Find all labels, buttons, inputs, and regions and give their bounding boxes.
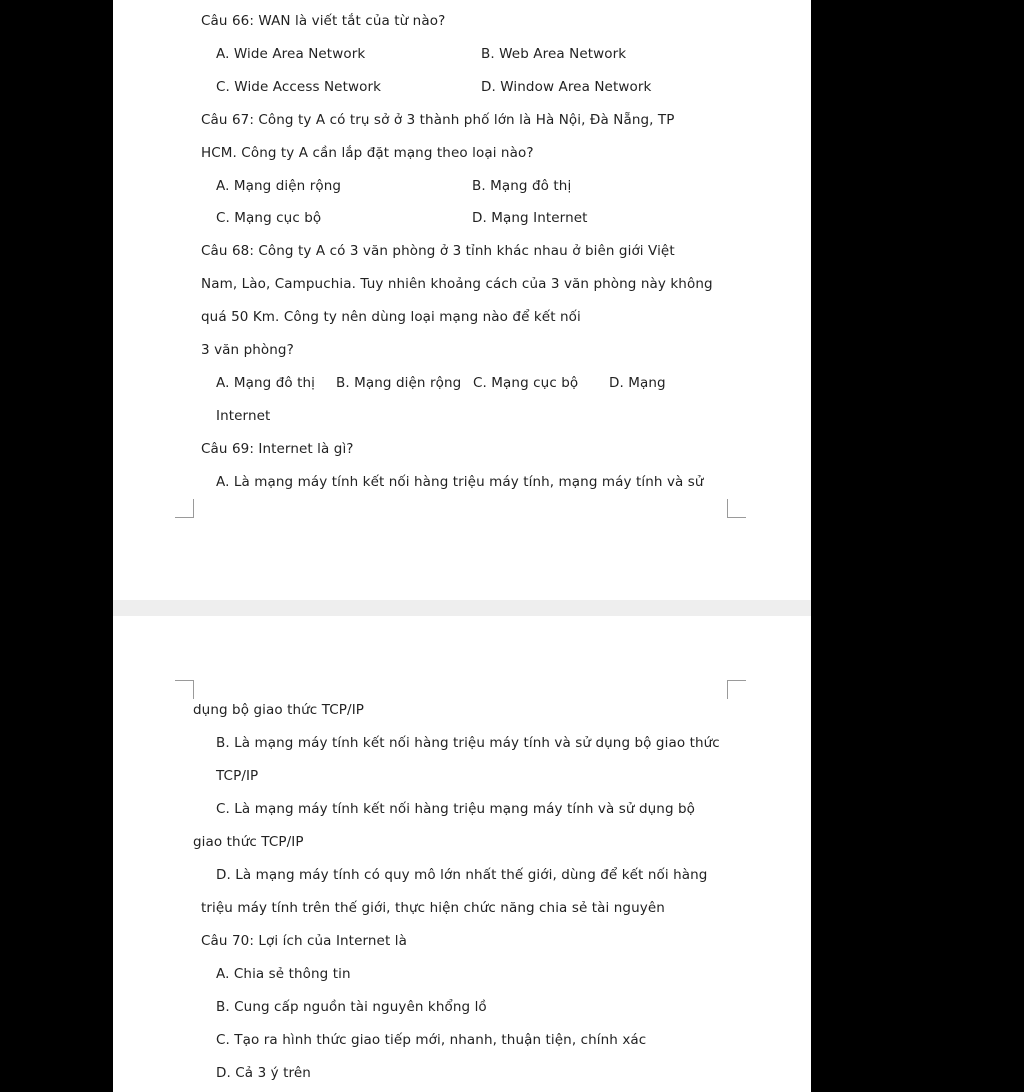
q69-option-d-line-2: triệu máy tính trên thế giới, thực hiện chức năng chia sẻ tài nguyên (201, 900, 665, 916)
q68-option-d-continued: Internet (216, 408, 271, 424)
q66-option-c: C. Wide Access Network (216, 79, 382, 95)
margin-corner-top-right (727, 680, 746, 699)
question-68-line-4: 3 văn phòng? (201, 342, 294, 358)
q69-option-a-line-2: dụng bộ giao thức TCP/IP (193, 702, 365, 718)
q69-option-b-line-1: B. Là mạng máy tính kết nối hàng triệu máy tính và sử dụng bộ giao thức (216, 735, 720, 751)
q68-option-d: D. Mạng (609, 375, 666, 391)
q67-option-b: B. Mạng đô thị (472, 178, 572, 194)
q66-option-b: B. Web Area Network (481, 46, 627, 62)
question-70: Câu 70: Lợi ích của Internet là (201, 933, 407, 949)
document-page-2 (113, 616, 811, 1092)
q67-option-a: A. Mạng diện rộng (216, 178, 342, 194)
q69-option-b-line-2: TCP/IP (216, 768, 259, 784)
question-69: Câu 69: Internet là gì? (201, 441, 354, 457)
question-68-line-2: Nam, Lào, Campuchia. Tuy nhiên khoảng cách của 3 văn phòng này không (201, 276, 713, 292)
q67-option-c: C. Mạng cục bộ (216, 210, 322, 226)
q70-option-b: B. Cung cấp nguồn tài nguyên khổng lồ (216, 999, 487, 1015)
margin-corner-bottom-left (175, 499, 194, 518)
question-66: Câu 66: WAN là viết tắt của từ nào? (201, 13, 446, 29)
question-67-line-1: Câu 67: Công ty A có trụ sở ở 3 thành phố lớn là Hà Nội, Đà Nẵng, TP (201, 112, 675, 128)
q70-option-c: C. Tạo ra hình thức giao tiếp mới, nhanh, thuận tiện, chính xác (216, 1032, 647, 1048)
q69-option-c-line-1: C. Là mạng máy tính kết nối hàng triệu mạng máy tính và sử dụng bộ (216, 801, 696, 817)
q66-option-a: A. Wide Area Network (216, 46, 366, 62)
q68-option-b: B. Mạng diện rộng (336, 375, 462, 391)
q68-option-a: A. Mạng đô thị (216, 375, 316, 391)
page-gap (113, 600, 811, 616)
question-67-line-2: HCM. Công ty A cần lắp đặt mạng theo loại nào? (201, 145, 534, 161)
q70-option-a: A. Chia sẻ thông tin (216, 966, 351, 982)
q67-option-d: D. Mạng Internet (472, 210, 588, 226)
q69-option-d-line-1: D. Là mạng máy tính có quy mô lớn nhất thế giới, dùng để kết nối hàng (216, 867, 708, 883)
q69-option-a-line-1: A. Là mạng máy tính kết nối hàng triệu máy tính, mạng máy tính và sử (216, 474, 704, 490)
question-68-line-1: Câu 68: Công ty A có 3 văn phòng ở 3 tỉnh khác nhau ở biên giới Việt (201, 243, 675, 259)
margin-corner-top-left (175, 680, 194, 699)
q69-option-c-line-2: giao thức TCP/IP (193, 834, 304, 850)
question-68-line-3: quá 50 Km. Công ty nên dùng loại mạng nào để kết nối (201, 309, 581, 325)
q68-option-c: C. Mạng cục bộ (473, 375, 579, 391)
document-page-1 (113, 0, 811, 600)
margin-corner-bottom-right (727, 499, 746, 518)
q70-option-d: D. Cả 3 ý trên (216, 1065, 311, 1081)
q66-option-d: D. Window Area Network (481, 79, 652, 95)
